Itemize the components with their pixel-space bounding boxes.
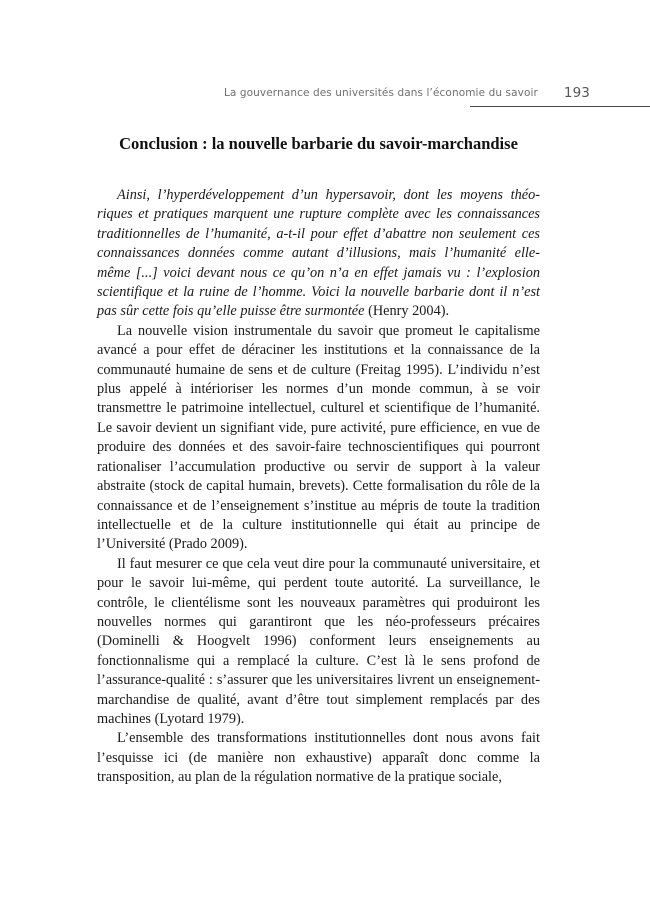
page-number: 193: [563, 85, 590, 101]
epigraph-quote: [97, 186, 540, 322]
body-paragraph-2: Il faut mesurer ce que cela veut dire pour la communauté universitaire, et pour le savoir lui-même, qui perdent toute autorité. La surveillance, le contrôle, le clientélisme sont les nouveaux paramètres qui produiront les nouvelles normes qui garantiront que les néo-professeurs précaires (Dominelli & Hoogvelt 1996) conforment leurs enseignements au fonctionnalisme qui a remplacé la culture. C’est là le sens profond de l’assurance-qualité : s’assurer que les universitaires livrent un enseignement-marchandise de qualité, avant d’être tout simplement remplacés par des machines (Lyotard 1979).: [97, 555, 540, 727]
running-title: La gouvernance des universités dans l’économie du savoir: [223, 87, 538, 99]
body-paragraph-1: La nouvelle vision instrumentale du savoir que promeut le capitalisme avancé a pour effet de déraciner les institutions et la connaissance de la communauté humaine de sens et de culture (Freitag 1995). L’individu n’est plus appelé à intérioriser les normes d’un monde commun, à se voir transmettre le patrimoine intellectuel, culturel et scientifique de l’humanité. Le savoir devient un signifiant vide, pure activité, pure efficience, en vue de produire des données et des savoir-faire technoscientifiques qui pourront rationaliser l’accumulation productive ou servir de support à la valeur abstraite (stock de capital humain, brevets). Cette formalisation du rôle de la connaissance et de l’enseignement s’institue au mépris de toute la tradition intellectuelle et de la culture institutionnelle qui était au principe de l’Université (Prado 2009).: [97, 322, 540, 553]
section-heading: Conclusion : la nouvelle barbarie du savoir-marchandise: [119, 134, 518, 153]
quote-citation: (Henry 2004).: [364, 303, 450, 320]
quote-text: Ainsi, l’hyperdéveloppement d’un hypersavoir, dont les moyens théoriques et pratiques marquent une rupture complète avec les connaissances traditionnelles de l’humanité, a-t-il pour effet d’abattre non seulement ces connaissances données comme autant d’illusions, mais l’humanité elle-même [...] voici devant nous ce qu’on n’a en effet jamais vu : l’explosion scientifique et la ruine de l’homme. Voici la nouvelle barbarie dont il n’est pas sûr cette fois qu’elle puisse être surmontée: [97, 187, 540, 320]
running-header: [0, 84, 590, 100]
body-paragraph-3: L’ensemble des transformations institutionnelles dont nous avons fait l’esquisse ici (de manière non exhaustive) apparaît donc comme la transposition, au plan de la régulation normative de la pratique sociale,: [97, 730, 540, 786]
page-body: [97, 128, 540, 788]
header-rule: [470, 106, 650, 107]
